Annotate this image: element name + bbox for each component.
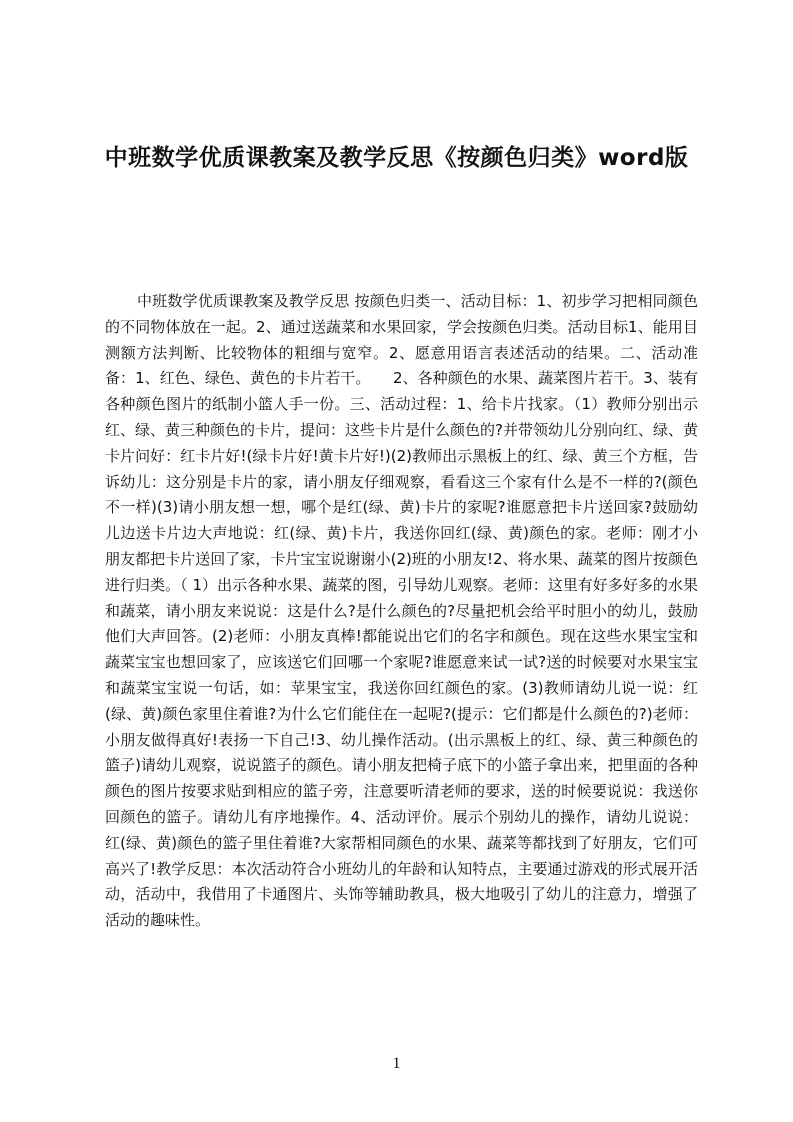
document-title: 中班数学优质课教案及教学反思《按颜色归类》word版 bbox=[104, 145, 689, 171]
page-number: 1 bbox=[392, 1055, 401, 1072]
document-body-paragraph: 中班数学优质课教案及教学反思 按颜色归类一、活动目标：1、初步学习把相同颜色的不同物体放在一起。2、通过送蔬菜和水果回家，学会按颜色归类。活动目标1、能用目测额方法判断、比较物体的粗细与宽窄。2、愿意用语言表述活动的结果。二、活动准备：1、红色、绿色、黄色的卡片若干。 2、各种颜色的水果、蔬菜图片若干。3、装有各种颜色图片的纸制小篮人手一份。三、活动过程：1、给卡片找家。（1）教师分别出示红、绿、黄三种颜色的卡片，提问：这些卡片是什么颜色的?并带领幼儿分别向红、绿、黄卡片问好：红卡片好!(绿卡片好!黄卡片好!)(2)教师出示黑板上的红、绿、黄三个方框，告诉幼儿：这分别是卡片的家，请小朋友仔细观察，看看这三个家有什么是不一样的?(颜色不一样)(3)请小朋友想一想，哪个是红(绿、黄)卡片的家呢?谁愿意把卡片送回家?鼓励幼儿边送卡片边大声地说：红(绿、黄)卡片，我送你回红(绿、黄)颜色的家。老师：刚才小朋友都把卡片送回了家，卡片宝宝说谢谢小(2)班的小朋友!2、将水果、蔬菜的图片按颜色进行归类。（ 1）出示各种水果、蔬菜的图，引导幼儿观察。老师：这里有好多好多的水果和蔬菜，请小朋友来说说：这是什么?是什么颜色的?尽量把机会给平时胆小的幼儿，鼓励他们大声回答。(2)老师：小朋友真棒!都能说出它们的名字和颜色。现在这些水果宝宝和蔬菜宝宝也想回家了，应该送它们回哪一个家呢?谁愿意来试一试?送的时候要对水果宝宝和蔬菜宝宝说一句话，如：苹果宝宝，我送你回红颜色的家。(3)教师请幼儿说一说：红(绿、黄)颜色家里住着谁?为什么它们能住在一起呢?(提示：它们都是什么颜色的?)老师：小朋友做得真好!表扬一下自己!3、幼儿操作活动。(出示黑板上的红、绿、黄三种颜色的篮子)请幼儿观察，说说篮子的颜色。请小朋友把椅子底下的小篮子拿出来，把里面的各种颜色的图片按要求贴到相应的篮子旁，注意要听清老师的要求，送的时候要说说：我送你回颜色的篮子。请幼儿有序地操作。4、活动评价。展示个别幼儿的操作，请幼儿说说：红(绿、黄)颜色的篮子里住着谁?大家帮相同颜色的水果、蔬菜等都找到了好朋友，它们可高兴了!教学反思：本次活动符合小班幼儿的年龄和认知特点，主要通过游戏的形式展开活动，活动中，我借用了卡通图片、头饰等辅助教具，极大地吸引了幼儿的注意力，增强了活动的趣味性。 bbox=[105, 292, 698, 930]
